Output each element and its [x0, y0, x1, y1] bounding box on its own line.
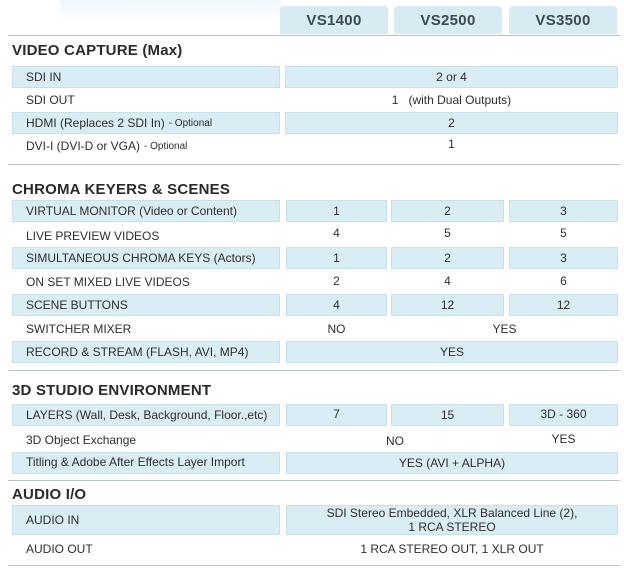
value-titling: YES (AVI + ALPHA) — [398, 456, 506, 470]
section-title-chroma-keyers: CHROMA KEYERS & SCENES — [12, 181, 231, 198]
value-vs1400: 2 — [333, 274, 340, 288]
value-vs3500: 3 — [560, 251, 567, 265]
section-divider — [8, 35, 620, 36]
value-vs3500: 12 — [556, 298, 571, 312]
row-label-switcher-mixer: SWITCHER MIXER — [26, 322, 132, 336]
section-title-video-capture: VIDEO CAPTURE (Max) — [12, 42, 183, 59]
section-divider — [8, 480, 620, 481]
column-header-vs2500: VS2500 — [394, 6, 502, 34]
value-vs2500: 5 — [444, 226, 451, 240]
section-divider — [8, 565, 620, 566]
value-vs1400: 7 — [333, 407, 340, 421]
value-vs1400: NO — [327, 322, 346, 336]
value-vs3500: 5 — [560, 226, 567, 240]
value-vs1400-vs2500: NO — [386, 434, 404, 448]
value-vs3500: 3D - 360 — [540, 407, 587, 421]
section-title-3d-studio: 3D STUDIO ENVIRONMENT — [12, 382, 212, 399]
row-label-dvi — [26, 135, 187, 157]
row-label-scene-buttons: SCENE BUTTONS — [26, 298, 128, 312]
value-vs3500: YES — [551, 432, 576, 446]
column-header-vs3500: VS3500 — [509, 6, 617, 34]
value-dvi: 1 — [448, 137, 455, 151]
value-sdi-in: 2 or 4 — [436, 70, 467, 84]
row-label-titling: Titling & Adobe After Effects Layer Import — [26, 455, 245, 469]
value-vs2500: 2 — [444, 204, 451, 218]
row-label-sdi-out: SDI OUT — [26, 93, 75, 107]
optional-note: - Optional — [144, 140, 188, 152]
value-audio-in-line2: 1 RCA STEREO — [408, 520, 496, 534]
value-vs1400: 4 — [333, 298, 340, 312]
value-vs2500: 15 — [440, 408, 455, 422]
value-vs3500: 6 — [560, 274, 567, 288]
top-fade-banner — [60, 0, 282, 22]
value-hdmi: 2 — [448, 116, 455, 130]
section-title-audio-io: AUDIO I/O — [12, 486, 87, 503]
value-vs3500: 3 — [560, 204, 567, 218]
value-audio-out: 1 RCA STEREO OUT, 1 XLR OUT — [360, 542, 544, 556]
value-vs2500-vs3500: YES — [492, 322, 517, 336]
value-vs1400: 4 — [333, 226, 340, 240]
row-label-layers: LAYERS (Wall, Desk, Background, Floor.,etc) — [26, 408, 268, 422]
row-label-hdmi — [26, 112, 212, 134]
dvi-label-text: DVI-I (DVI-D or VGA) — [26, 139, 141, 153]
row-label-simultaneous-chroma: SIMULTANEOUS CHROMA KEYS (Actors) — [26, 251, 256, 265]
section-divider — [8, 370, 620, 371]
column-header-vs1400: VS1400 — [280, 6, 388, 34]
value-vs2500: 2 — [444, 251, 451, 265]
optional-note: - Optional — [168, 117, 213, 129]
row-label-record-stream: RECORD & STREAM (FLASH, AVI, MP4) — [26, 345, 249, 359]
row-label-virtual-monitor: VIRTUAL MONITOR (Video or Content) — [26, 204, 237, 218]
row-label-on-set-mixed: ON SET MIXED LIVE VIDEOS — [26, 275, 190, 289]
hdmi-label-text: HDMI (Replaces 2 SDI In) — [26, 116, 165, 130]
value-vs2500: 4 — [444, 274, 451, 288]
value-record-stream: YES — [439, 345, 464, 359]
row-label-object-exchange: 3D Object Exchange — [26, 433, 137, 447]
value-sdi-out: 1 (with Dual Outputs) — [391, 93, 512, 107]
section-divider — [8, 164, 620, 165]
value-vs1400: 1 — [333, 204, 340, 218]
value-vs2500: 12 — [440, 298, 455, 312]
row-label-audio-out: AUDIO OUT — [26, 542, 93, 556]
value-audio-in-line1: SDI Stereo Embedded, XLR Balanced Line (2), — [326, 506, 578, 520]
value-vs1400: 1 — [333, 251, 340, 265]
row-label-sdi-in: SDI IN — [26, 70, 62, 84]
row-label-audio-in: AUDIO IN — [26, 513, 80, 527]
row-label-live-preview: LIVE PREVIEW VIDEOS — [26, 229, 160, 243]
